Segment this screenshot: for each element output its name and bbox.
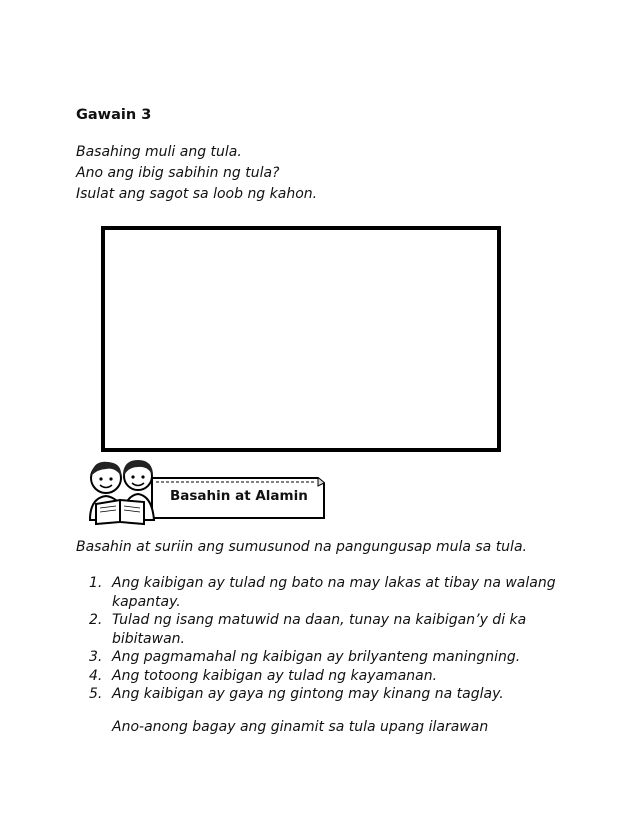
follow-up-question: Ano-anong bagay ang ginamit sa tula upang ilarawan bbox=[112, 719, 489, 735]
reading-lead: Basahin at suriin ang sumusunod na pangungusap mula sa tula. bbox=[76, 539, 527, 555]
banner-label: Basahin at Alamin bbox=[170, 488, 308, 504]
list-text: Ang kaibigan ay gaya ng gintong may kinang na taglay. bbox=[112, 686, 504, 702]
instruction-line: Basahing muli ang tula. bbox=[76, 144, 242, 160]
list-item bbox=[89, 574, 559, 611]
list-number: 2. bbox=[89, 612, 103, 628]
list-item bbox=[89, 648, 559, 667]
list-number: 5. bbox=[89, 686, 103, 702]
list-item bbox=[89, 611, 559, 648]
sentence-list bbox=[89, 574, 559, 704]
list-number: 3. bbox=[89, 649, 103, 665]
answer-box[interactable] bbox=[101, 226, 501, 452]
activity-title: Gawain 3 bbox=[76, 107, 152, 123]
list-item bbox=[89, 667, 559, 686]
instruction-line: Isulat ang sagot sa loob ng kahon. bbox=[76, 186, 318, 202]
instruction-line: Ano ang ibig sabihin ng tula? bbox=[76, 165, 280, 181]
list-text: Ang kaibigan ay tulad ng bato na may lakas at tibay na walang kapantay. bbox=[112, 575, 556, 610]
list-text: Ang totoong kaibigan ay tulad ng kayamanan. bbox=[112, 667, 438, 684]
list-number: 1. bbox=[89, 575, 103, 591]
list-text: Tulad ng isang matuwid na daan, tunay na kaibigan’y di ka bibitawan. bbox=[112, 612, 527, 647]
activity-instructions bbox=[76, 142, 317, 205]
list-number: 4. bbox=[89, 667, 103, 684]
list-text: Ang pagmamahal ng kaibigan ay brilyanteng maningning. bbox=[112, 649, 521, 665]
list-item bbox=[89, 685, 559, 704]
